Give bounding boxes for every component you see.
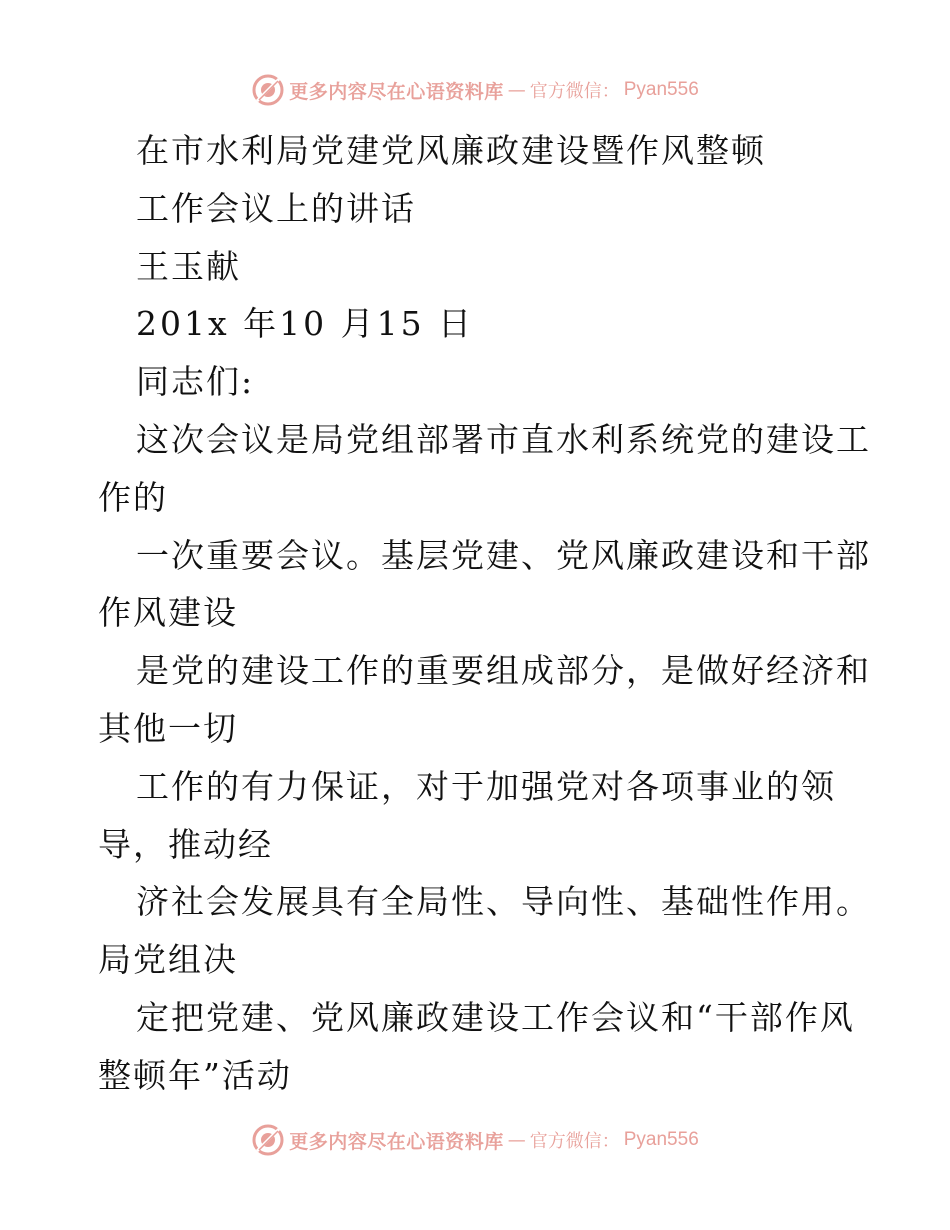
body-line: 其他一切 xyxy=(98,708,238,748)
body-line: 是党的建设工作的重要组成部分，是做好经济和 xyxy=(136,651,871,691)
body-line: 一次重要会议。基层党建、党风廉政建设和干部 xyxy=(136,535,871,575)
body-line: 整顿年”活动 xyxy=(98,1055,292,1095)
watermark-text: 更多内容尽在心语资料库 xyxy=(289,1130,504,1153)
body-line: 作风建设 xyxy=(98,593,238,633)
body-line: 这次会议是局党组部署市直水利系统党的建设工 xyxy=(136,419,871,459)
title-line-1: 在市水利局党建党风廉政建设暨作风整顿 xyxy=(136,131,766,170)
body-line: 作的 xyxy=(98,477,168,517)
watermark-sub: 官方微信： xyxy=(529,1131,620,1152)
author: 王玉献 xyxy=(136,246,241,286)
watermark-id: Pyan556 xyxy=(623,79,699,100)
watermark-dash: — xyxy=(507,79,526,101)
watermark-dash: — xyxy=(507,1129,526,1151)
salutation: 同志们: xyxy=(136,362,255,402)
date: 201x 年10 月15 日 xyxy=(136,304,475,344)
watermark-content xyxy=(251,1123,699,1157)
body-line: 导，推动经 xyxy=(98,824,273,864)
watermark-sub: 官方微信： xyxy=(529,81,620,102)
body-line: 定把党建、党风廉政建设工作会议和“干部作风 xyxy=(136,997,855,1037)
body-line: 济社会发展具有全局性、导向性、基础性作用。 xyxy=(136,882,871,922)
title-line-2: 工作会议上的讲话 xyxy=(136,188,416,228)
watermark-banner-top xyxy=(0,70,950,110)
watermark-banner-bottom xyxy=(0,1120,950,1160)
watermark-content xyxy=(251,73,699,107)
watermark-text: 更多内容尽在心语资料库 xyxy=(289,80,504,103)
quill-circle-icon xyxy=(251,73,285,107)
quill-circle-icon xyxy=(251,1123,285,1157)
body-line: 局党组决 xyxy=(98,940,238,980)
watermark-id: Pyan556 xyxy=(623,1129,699,1150)
body-line: 工作的有力保证，对于加强党对各项事业的领 xyxy=(136,766,836,806)
document-body xyxy=(98,122,871,1105)
